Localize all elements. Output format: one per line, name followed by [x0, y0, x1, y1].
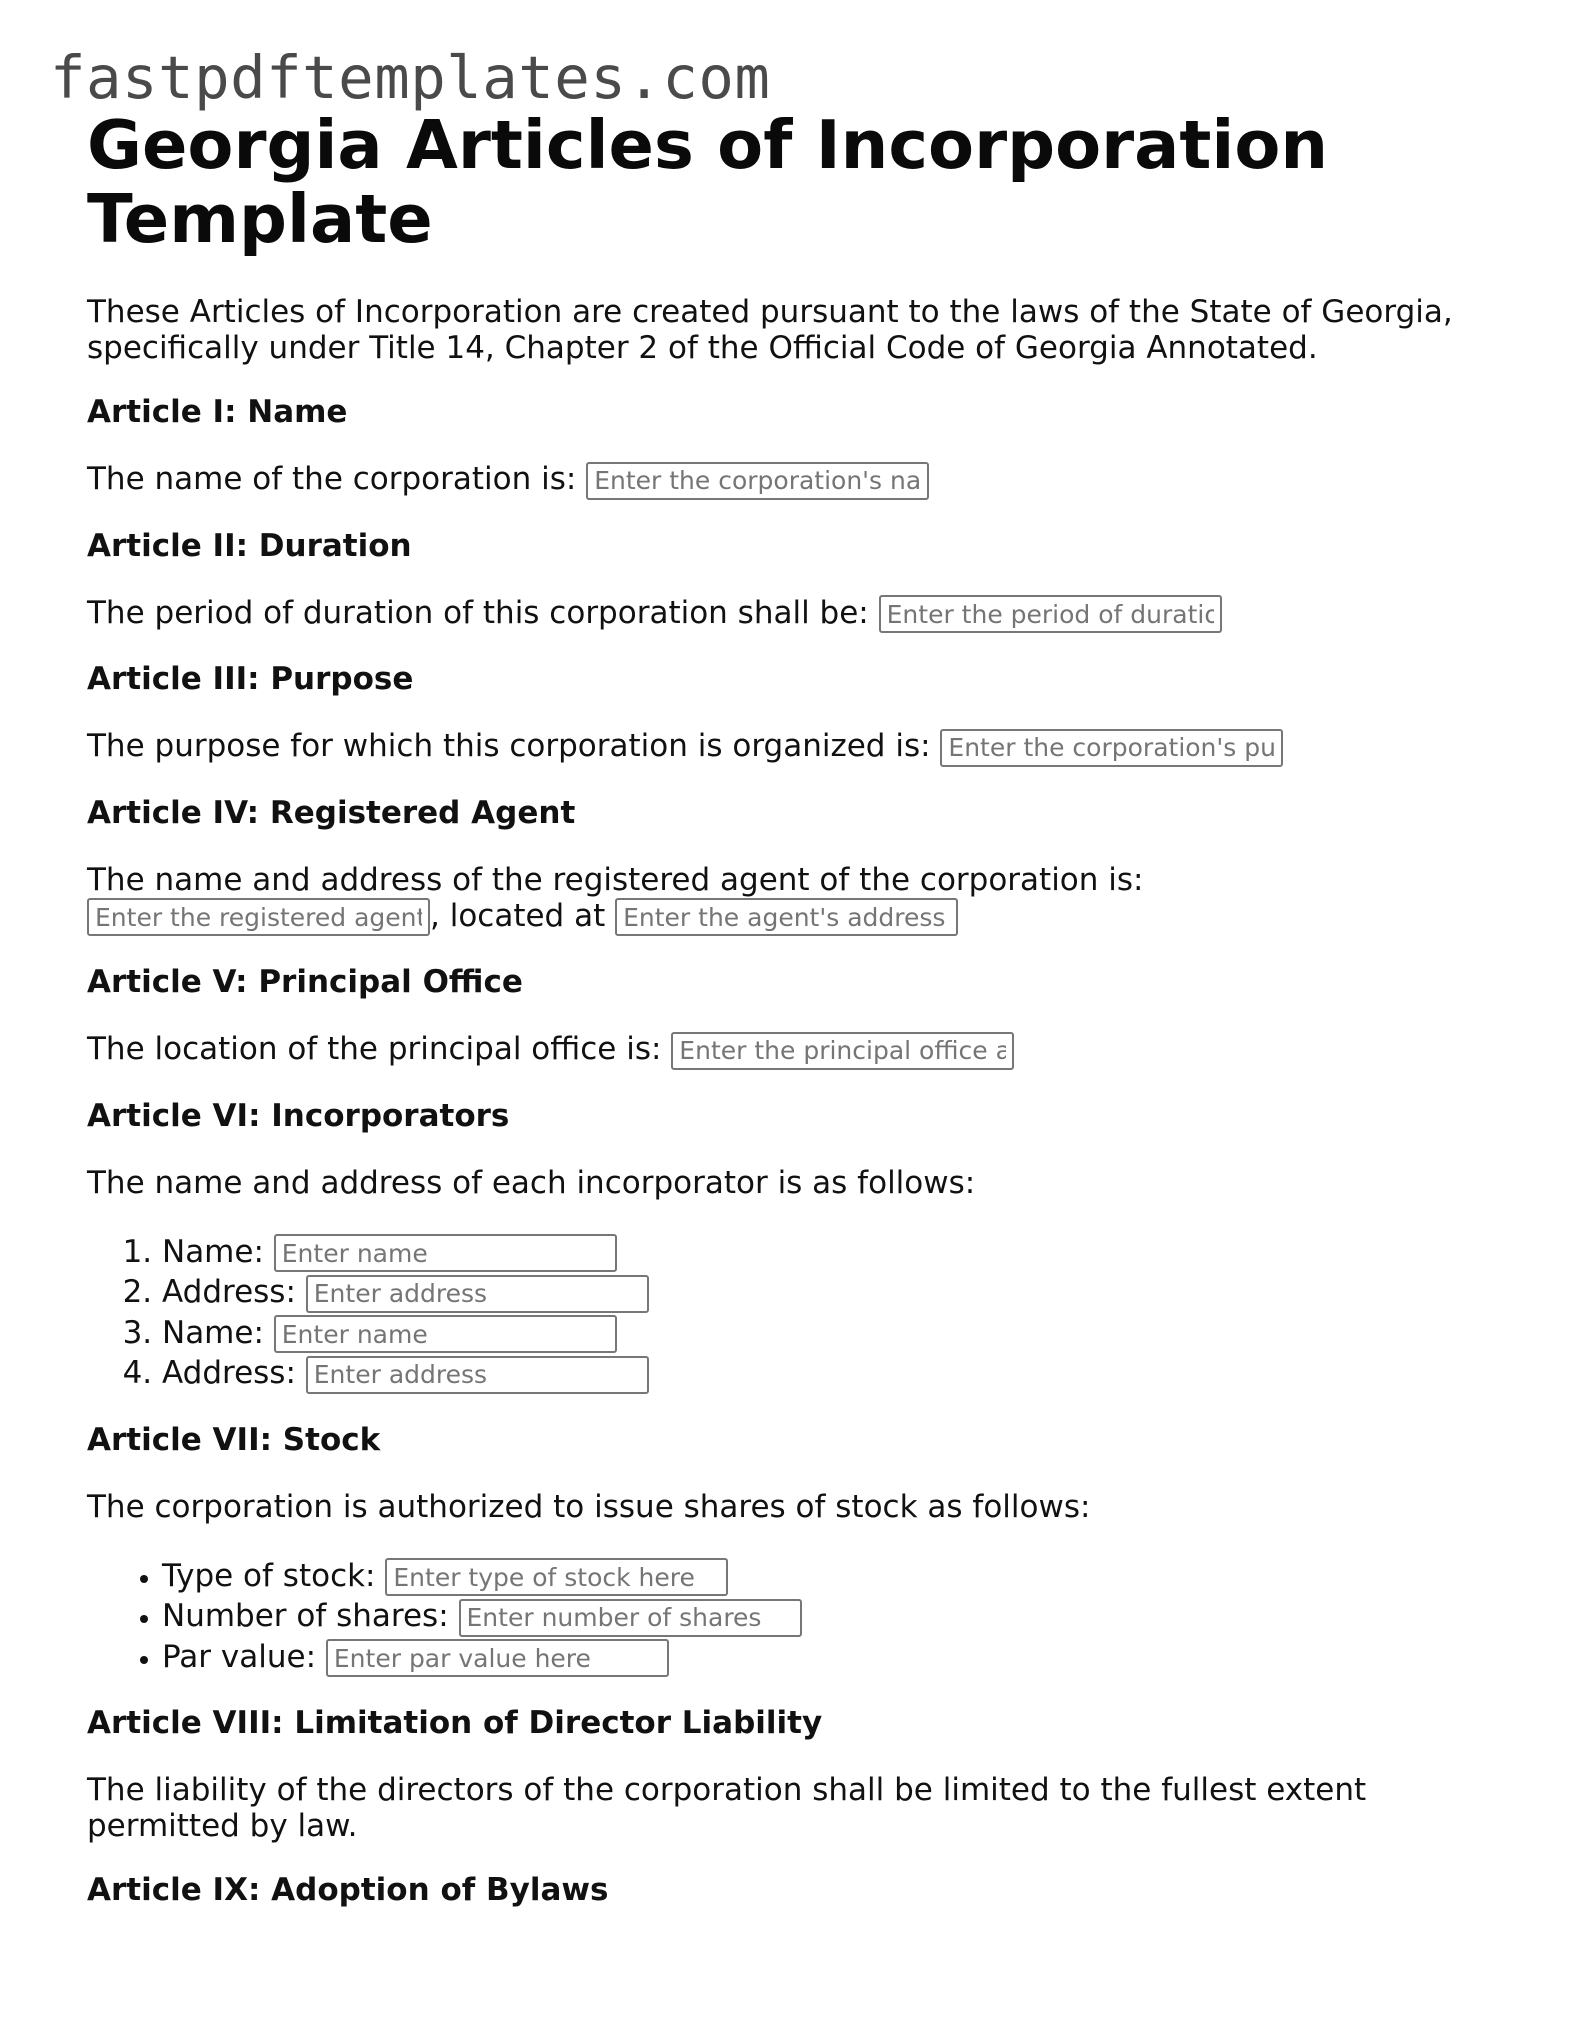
- article-2-label: The period of duration of this corporation shall be:: [87, 594, 869, 631]
- incorporator-1-address-input[interactable]: [306, 1275, 649, 1313]
- article-6-text: The name and address of each incorporator is as follows:: [87, 1164, 976, 1201]
- list-item: [162, 1556, 1487, 1597]
- duration-input[interactable]: [879, 595, 1222, 633]
- principal-office-input[interactable]: [671, 1032, 1014, 1070]
- stock-type-input[interactable]: [385, 1558, 728, 1596]
- article-6-heading: Article VI: Incorporators: [87, 1097, 510, 1134]
- list-item: [162, 1637, 1487, 1678]
- article-9-heading: Article IX: Adoption of Bylaws: [87, 1872, 609, 1908]
- registered-agent-input[interactable]: [87, 898, 430, 936]
- article-4-text: [87, 862, 1487, 937]
- located-at-label: , located at: [430, 897, 606, 934]
- list-item: [162, 1313, 1487, 1354]
- stock-type-label: Type of stock:: [162, 1557, 376, 1594]
- article-3-heading: Article III: Purpose: [87, 661, 414, 697]
- list-item: [162, 1353, 1487, 1394]
- article-5-heading: Article V: Principal Office: [87, 964, 523, 1000]
- article-8-text: The liability of the directors of the corporation shall be limited to the fullest extent permitted by law.: [87, 1772, 1367, 1844]
- incorporator-name-label: Name:: [162, 1233, 264, 1270]
- list-item: [162, 1272, 1487, 1313]
- article-1-text: [87, 461, 1487, 500]
- article-2-text: [87, 595, 1487, 634]
- corporation-name-input[interactable]: [586, 462, 929, 500]
- par-value-input[interactable]: [326, 1639, 669, 1677]
- par-value-label: Par value:: [162, 1638, 317, 1675]
- article-8-heading: Article VIII: Limitation of Director Liability: [87, 1705, 823, 1741]
- article-1-heading: Article I: Name: [87, 394, 348, 430]
- article-5-text: [87, 1031, 1487, 1070]
- intro-paragraph: These Articles of Incorporation are created pursuant to the laws of the State of Georgia, specifically under Title 14, Chapter 2 of the Official Code of Georgia Annotated.: [87, 294, 1453, 366]
- article-3-label: The purpose for which this corporation is organized is:: [87, 728, 931, 764]
- stock-list: [87, 1556, 1487, 1678]
- article-7-heading: Article VII: Stock: [87, 1421, 381, 1458]
- incorporator-1-name-input[interactable]: [274, 1234, 617, 1272]
- agent-address-input[interactable]: [615, 898, 958, 936]
- share-count-label: Number of shares:: [162, 1598, 449, 1634]
- incorporator-address-label: Address:: [162, 1355, 296, 1391]
- article-1-label: The name of the corporation is:: [87, 461, 577, 497]
- article-3-text: [87, 728, 1487, 767]
- incorporator-address-label: Address:: [162, 1274, 296, 1310]
- incorporator-2-address-input[interactable]: [306, 1356, 649, 1394]
- article-4-heading: Article IV: Registered Agent: [87, 794, 576, 831]
- site-watermark: fastpdftemplates.com: [50, 43, 771, 112]
- list-item: [162, 1596, 1487, 1637]
- article-4-label: The name and address of the registered agent of the corporation is:: [87, 861, 1144, 898]
- incorporator-2-name-input[interactable]: [274, 1315, 617, 1353]
- article-2-heading: Article II: Duration: [87, 527, 412, 564]
- document-body: [87, 108, 1487, 1908]
- share-count-input[interactable]: [459, 1599, 802, 1637]
- article-7-text: The corporation is authorized to issue shares of stock as follows:: [87, 1488, 1091, 1525]
- article-5-label: The location of the principal office is:: [87, 1031, 662, 1067]
- incorporators-list: [87, 1232, 1487, 1394]
- purpose-input[interactable]: [940, 729, 1283, 767]
- incorporator-name-label: Name:: [162, 1314, 264, 1351]
- list-item: [162, 1232, 1487, 1273]
- page-title: Georgia Articles of Incorporation Template: [87, 106, 1329, 258]
